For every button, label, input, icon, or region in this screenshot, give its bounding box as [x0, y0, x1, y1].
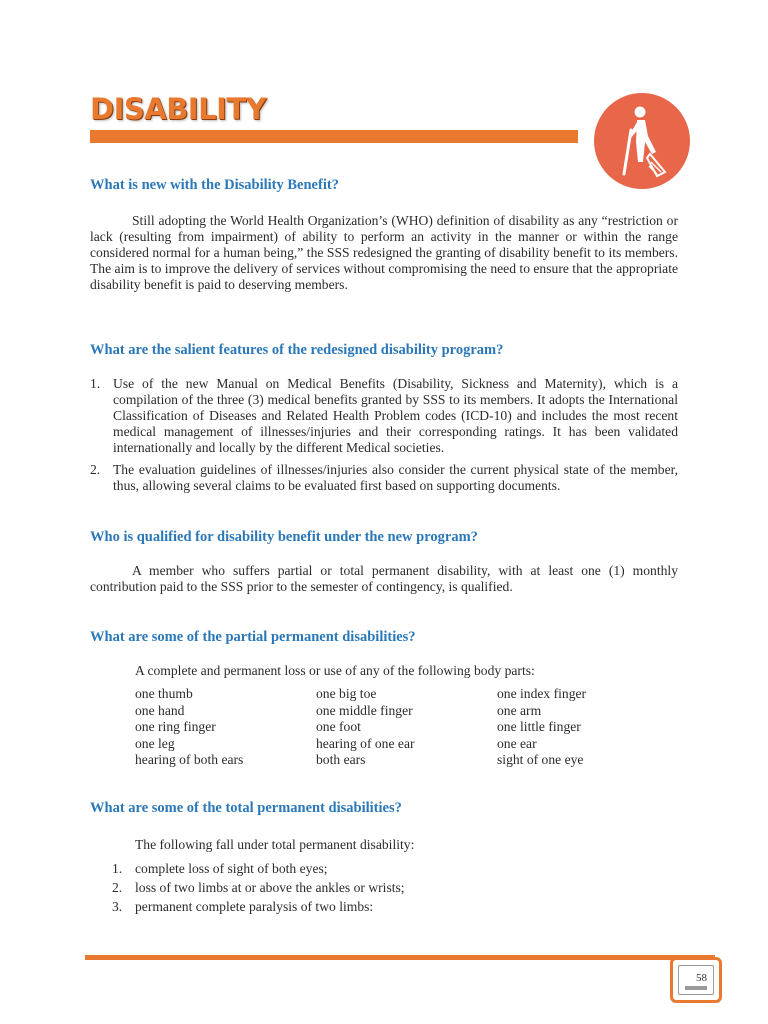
- body-part: one ear: [497, 735, 537, 751]
- page-number-box: [670, 957, 722, 1003]
- page-number: 58: [696, 972, 707, 984]
- body-part: both ears: [316, 752, 366, 767]
- section-heading-new: What is new with the Disability Benefit?: [90, 177, 339, 193]
- list-item: [112, 899, 405, 915]
- section-heading-total: What are some of the total permanent disabilities?: [90, 800, 402, 816]
- list-text: loss of two limbs at or above the ankles or wrists;: [135, 880, 405, 895]
- section-heading-qualified: Who is qualified for disability benefit under the new program?: [90, 529, 478, 545]
- features-list: [90, 376, 678, 500]
- list-number: 2.: [112, 880, 123, 895]
- body-part: one ring finger: [135, 719, 216, 734]
- body-part: one thumb: [135, 686, 193, 701]
- total-intro: The following fall under total permanent disability:: [135, 837, 415, 852]
- list-text: permanent complete paralysis of two limbs:: [135, 899, 374, 914]
- body-part: one big toe: [316, 686, 377, 701]
- body-part: sight of one eye: [497, 752, 584, 767]
- body-part: hearing of both ears: [135, 752, 244, 767]
- list-text: complete loss of sight of both eyes;: [135, 861, 328, 876]
- body-part: one index finger: [497, 686, 587, 701]
- body-parts-grid: [135, 686, 655, 769]
- list-text: Use of the new Manual on Medical Benefits (Disability, Sickness and Maternity), which is a compilation of the three (3) medical benefits granted by SSS to its members. It adopts the International Classification of Diseases and Related Health Problem codes (ICD-10) and includes the most recent medical management of illnesses/injuries and their corresponding ratings. It has been validated internationally and locally by the different Medical societies.: [113, 376, 678, 455]
- list-item: [112, 880, 405, 896]
- body-part: one middle finger: [316, 702, 413, 718]
- body-part: one foot: [316, 719, 361, 734]
- list-number: 1.: [112, 861, 123, 876]
- list-text: The evaluation guidelines of illnesses/injuries also consider the current physical state of the member, thus, allowing several claims to be evaluated first based on supporting documents.: [113, 462, 678, 493]
- page-number-bar: [685, 986, 707, 990]
- title-underline: [90, 130, 578, 143]
- total-disabilities-list: [112, 861, 405, 918]
- list-number: 3.: [112, 899, 123, 914]
- list-number: 1.: [90, 376, 101, 391]
- list-item: [112, 861, 405, 877]
- section-heading-features: What are the salient features of the redesigned disability program?: [90, 342, 504, 358]
- page-number-frame: [678, 965, 714, 995]
- body-part: one arm: [497, 702, 542, 718]
- paragraph-qualified: A member who suffers partial or total permanent disability, with at least one (1) monthly contribution paid to the SSS prior to the semester of contingency, is qualified.: [90, 563, 678, 594]
- footer-rule: [85, 955, 715, 960]
- body-part: one little finger: [497, 719, 581, 734]
- partial-intro: A complete and permanent loss or use of any of the following body parts:: [135, 663, 535, 678]
- section-heading-partial: What are some of the partial permanent disabilities?: [90, 629, 416, 645]
- list-item: [90, 462, 678, 494]
- body-part: one leg: [135, 735, 175, 751]
- list-number: 2.: [90, 462, 101, 477]
- body-part: one hand: [135, 702, 185, 718]
- body-part: hearing of one ear: [316, 735, 415, 751]
- paragraph-new: Still adopting the World Health Organization’s (WHO) definition of disability as any “restriction or lack (resulting from impairment) of ability to perform an activity in the manner or within the range considered normal for a human being,” the SSS redesigned the granting of disability benefit to its members. The aim is to improve the delivery of services without compromising the need to ensure that the appropriate disability benefit is paid to deserving members.: [90, 213, 678, 292]
- page-title: DISABILITY: [90, 92, 267, 126]
- list-item: [90, 376, 678, 456]
- person-with-crutch-icon: [593, 92, 691, 190]
